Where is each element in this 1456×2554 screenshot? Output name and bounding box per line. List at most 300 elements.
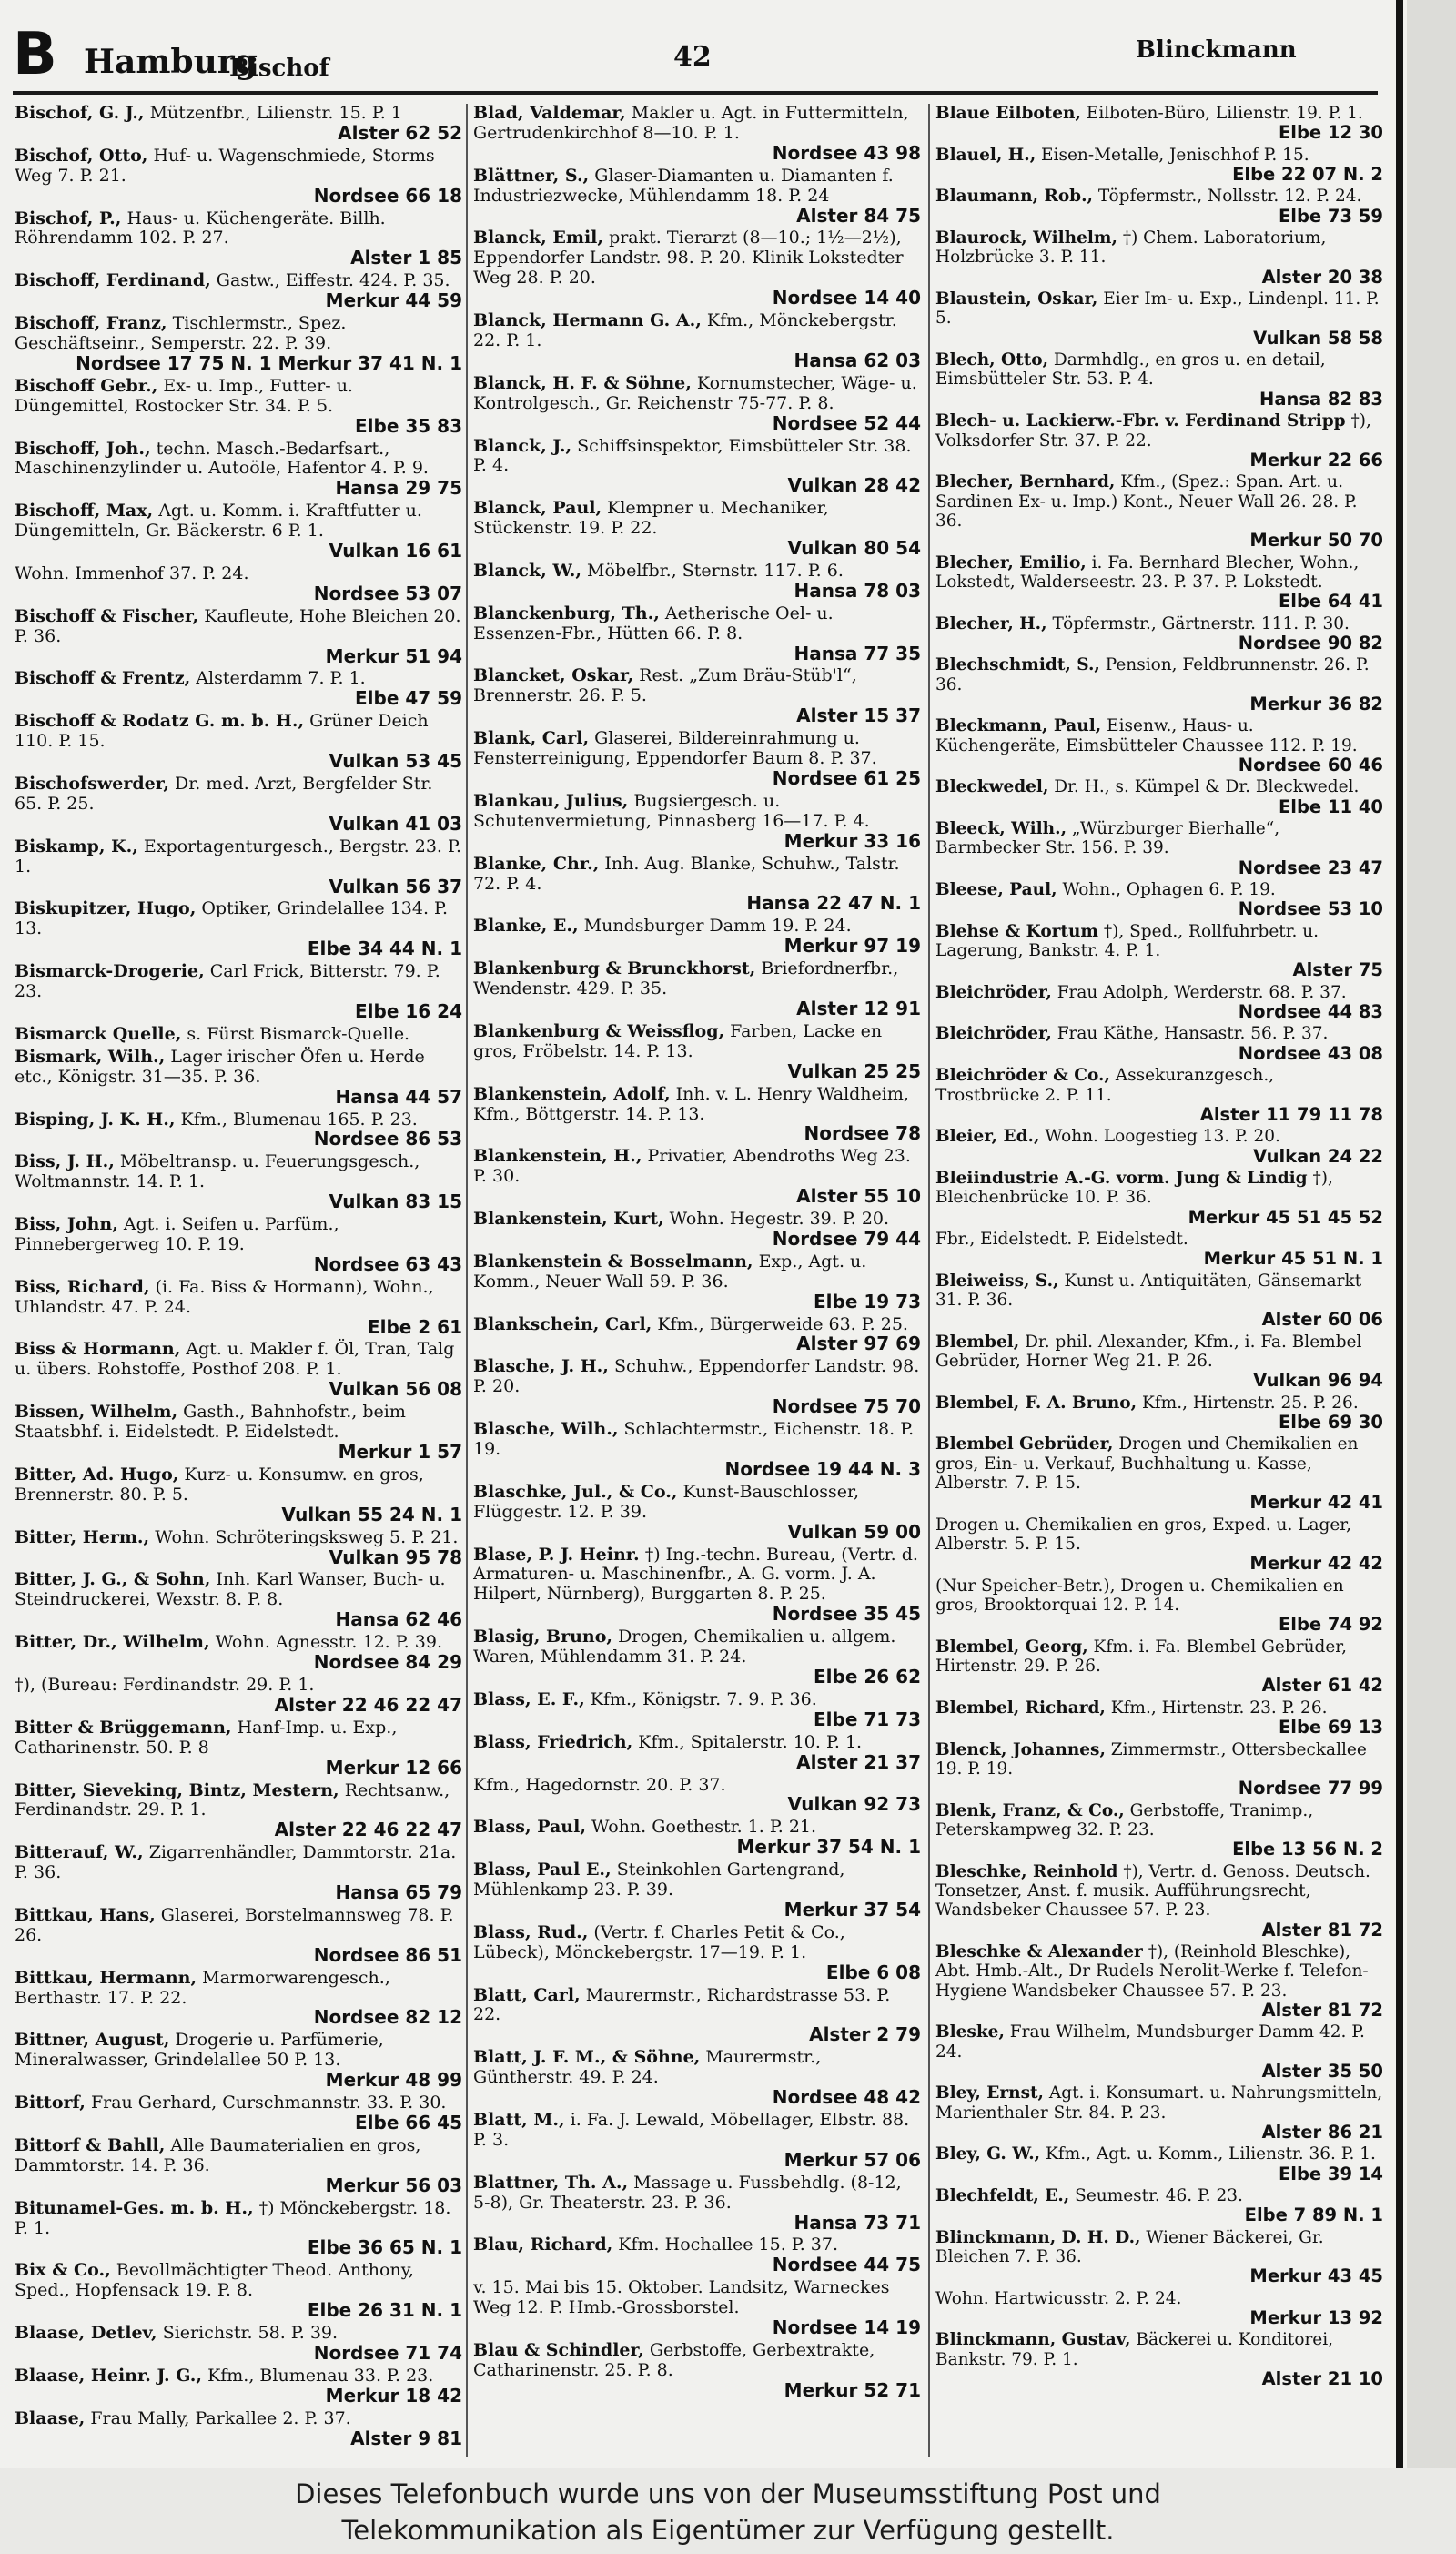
entry-detail: Assekuranzgesch., Trostbrücke 2. P. 11. <box>935 1066 1275 1105</box>
directory-entry <box>935 2083 1383 2142</box>
entry-phone: Alster 11 79 11 78 <box>1199 1103 1383 1125</box>
entry-name: Blatt, J. F. M., & Söhne, <box>473 2047 701 2068</box>
entry-name: Blättner, S., <box>473 165 590 186</box>
entry-name: Biss, J. H., <box>15 1151 115 1172</box>
directory-entry <box>473 1818 921 1858</box>
entry-name: Blankenburg & Brunckhorst, <box>473 958 756 979</box>
entry-name: Blasig, Bruno, <box>473 1627 613 1647</box>
entry-phone: Nordsee 14 40 <box>772 287 921 309</box>
directory-entry <box>935 2144 1383 2184</box>
entry-phone: Alster 60 06 <box>1261 1309 1383 1331</box>
directory-entry <box>15 1570 462 1630</box>
page-number: 42 <box>673 41 712 73</box>
entry-name: Blauel, H., <box>935 145 1036 165</box>
entry-phone: Alster 20 38 <box>1261 266 1383 288</box>
directory-entry <box>473 1147 921 1207</box>
last-entry-word: Blinckmann <box>1136 36 1297 64</box>
directory-entry <box>473 104 921 164</box>
directory-entry <box>473 1483 921 1543</box>
directory-entry <box>15 1048 462 1108</box>
page-binding-edge <box>1396 0 1403 2468</box>
entry-name: Bleiindustrie A.-G. vorm. Jung & Lindig <box>935 1168 1308 1188</box>
entry-phone: Nordsee 86 51 <box>313 1943 462 1966</box>
entry-name: Bitter, J. G., & Sohn, <box>15 1569 211 1590</box>
entry-detail: Kfm. i. Fa. Blembel Gebrüder, Hirtenstr. 29. P. 26. <box>935 1637 1347 1677</box>
directory-entry <box>15 502 462 562</box>
entry-detail: Kfm., Blumenau 33. P. 23. <box>207 2365 434 2386</box>
entry-phone: Elbe 73 59 <box>1278 205 1383 227</box>
directory-entry <box>473 1627 921 1687</box>
entry-name: Bix & Co., <box>15 2260 111 2281</box>
directory-entry <box>15 899 462 959</box>
entry-phone: Vulkan 53 45 <box>329 750 462 773</box>
footer-line-2: Telekommunikation als Eigentümer zur Verfügung gestellt. <box>341 2515 1115 2546</box>
directory-entry <box>15 1025 462 1045</box>
directory-entry <box>935 880 1383 919</box>
entry-detail: †), Vertr. d. Genoss. Deutsch. Tonsetzer, Anst. f. musik. Aufführungsrecht, Wandsbeker Chaussee 57. P. 23. <box>935 1861 1370 1921</box>
entry-detail: i. Fa. Bernhard Blecher, Wohn., Lokstedt, Walderseestr. 23. P. 37. P. Lokstedt. <box>935 552 1360 592</box>
directory-entry <box>935 2022 1383 2081</box>
entry-detail: Kaufleute, Hohe Bleichen 20. P. 36. <box>15 605 461 646</box>
entry-name: Blaumann, Rob., <box>935 187 1093 207</box>
directory-entry <box>935 777 1383 816</box>
entry-phone: Vulkan 28 42 <box>787 474 921 497</box>
entry-phone: Vulkan 25 25 <box>787 1059 921 1082</box>
entry-detail: Zigarrenhändler, Dammtorstr. 21a. P. 36. <box>15 1842 457 1883</box>
entry-detail: Agt. u. Komm. i. Kraftfutter u. Düngemitteln, Gr. Bäckerstr. 6 P. 1. <box>15 501 422 542</box>
directory-entry <box>15 104 462 144</box>
directory-entry <box>15 209 462 269</box>
entry-name: Blinckmann, D. H. D., <box>935 2227 1141 2247</box>
entry-phone: Alster 21 37 <box>796 1750 921 1773</box>
entry-name: Blanck, H. F. & Söhne, <box>473 372 692 393</box>
directory-entry <box>15 1403 462 1463</box>
entry-phone: Merkur 12 66 <box>325 1756 462 1779</box>
entry-name: Bismarck Quelle, <box>15 1023 182 1044</box>
entry-name: Blembel, Georg, <box>935 1637 1088 1657</box>
entry-detail: Fbr., Eidelstedt. P. Eidelstedt. <box>935 1229 1188 1249</box>
entry-phone: Hansa 62 46 <box>335 1608 462 1631</box>
entry-detail: Kfm., Mönckebergstr. 22. P. 1. <box>473 310 897 350</box>
entry-name: Blanck, Paul, <box>473 498 602 519</box>
directory-entry <box>935 411 1383 470</box>
directory-entry <box>935 1024 1383 1063</box>
entry-name: Bischof, G. J., <box>15 104 145 123</box>
directory-entry <box>935 228 1383 287</box>
directory-entry <box>935 553 1383 612</box>
entry-detail: Töpfermstr., Gärtnerstr. 111. P. 30. <box>1052 613 1350 633</box>
entry-name: Blancket, Oskar, <box>473 665 634 686</box>
entry-phone: Vulkan 24 22 <box>1253 1145 1383 1167</box>
directory-entry <box>473 499 921 559</box>
entry-detail: Hanf-Imp. u. Exp., Catharinenstr. 50. P. 8 <box>15 1717 398 1758</box>
entry-phone: Hansa 62 03 <box>794 349 921 371</box>
directory-entry <box>473 1252 921 1312</box>
directory-entry <box>935 655 1383 714</box>
entry-name: Blaustein, Oskar, <box>935 289 1098 309</box>
entry-detail: Gasth., Bahnhofstr., beim Staatsbhf. i. Eidelstedt. P. Eidelstedt. <box>15 1402 406 1443</box>
directory-entry <box>935 1272 1383 1330</box>
entry-name: Blecher, Emilio, <box>935 552 1087 573</box>
directory-entry <box>15 2093 462 2133</box>
entry-name: Blass, Rud., <box>473 1921 589 1942</box>
entry-detail: Drogen, Chemikalien u. allgem. Waren, Mühlendamm 31. P. 24. <box>473 1627 896 1667</box>
entry-detail: Alsterdamm 7. P. 1. <box>196 668 366 689</box>
entry-phone: Nordsee 23 47 <box>1238 856 1383 878</box>
directory-entry <box>935 146 1383 185</box>
directory-entry <box>15 1633 462 1673</box>
entry-detail: Eier Im- u. Exp., Lindenpl. 11. P. 5. <box>935 289 1380 329</box>
entry-name: Blaue Eilboten, <box>935 104 1081 123</box>
entry-name: Blembel, <box>935 1332 1020 1352</box>
directory-entry <box>15 1906 462 1966</box>
entry-detail: Kfm., Blumenau 165. P. 23. <box>180 1109 418 1130</box>
entry-detail: Schlachtermstr., Eichenstr. 18. P. 19. <box>473 1419 915 1459</box>
entry-phone: Merkur 97 19 <box>784 935 921 958</box>
entry-phone: Merkur 52 71 <box>784 2378 921 2401</box>
entry-detail: Aetherische Oel- u. Essenzen-Fbr., Hütten 66. P. 8. <box>473 603 834 644</box>
entry-detail: Maurermstr., Güntherstr. 49. P. 24. <box>473 2047 822 2088</box>
entry-name: Blaase, Heinr. J. G., <box>15 2365 203 2386</box>
entry-phone: Nordsee 63 43 <box>313 1252 462 1275</box>
entry-name: Blasche, J. H., <box>473 1356 609 1377</box>
directory-entry <box>473 1420 921 1480</box>
entry-name: Biskamp, K., <box>15 836 138 856</box>
directory-entry <box>935 1637 1383 1696</box>
entry-detail: Kfm., Bürgerweide 63. P. 25. <box>657 1313 908 1334</box>
entry-detail: Exportagenturgesch., Bergstr. 23. P. 1. <box>15 836 461 877</box>
entry-name: Blanck, J., <box>473 435 572 456</box>
entry-detail: Glaserei, Bildereinrahmung u. Fensterreinigung, Eppendorfer Baum 8. P. 37. <box>473 728 877 769</box>
entry-name: Bischoff, Ferdinand, <box>15 270 211 291</box>
entry-phone: Vulkan 95 78 <box>329 1546 462 1568</box>
directory-entry <box>935 2330 1383 2388</box>
entry-name: Bischoff, Max, <box>15 501 154 522</box>
entry-phone: Vulkan 56 37 <box>329 875 462 897</box>
entry-phone: Alster 9 81 <box>350 2427 462 2449</box>
entry-name: Blass, E. F., <box>473 1688 585 1709</box>
directory-entry <box>935 1740 1383 1799</box>
entry-name: Blenk, Franz, & Co., <box>935 1800 1125 1820</box>
entry-name: Blanck, Hermann G. A., <box>473 310 702 331</box>
directory-entry <box>15 1340 462 1400</box>
entry-detail: Kfm. Hochallee 15. P. 37. <box>618 2235 838 2255</box>
entry-phone: Elbe 47 59 <box>355 687 462 710</box>
entry-phone: Nordsee 75 70 <box>772 1395 921 1418</box>
directory-entry <box>15 1215 462 1275</box>
directory-entry <box>935 1394 1383 1433</box>
directory-entry <box>15 1969 462 2029</box>
entry-phone: Merkur 44 59 <box>325 289 462 312</box>
entry-phone: Alster 84 75 <box>796 204 921 227</box>
entry-name: Blank, Carl, <box>473 728 590 749</box>
entry-detail: Schuhw., Eppendorfer Landstr. 98. P. 20. <box>473 1356 920 1397</box>
directory-entry <box>15 2199 462 2259</box>
entry-detail: †), (Bureau: Ferdinandstr. 29. P. 1. <box>15 1674 315 1695</box>
directory-entry <box>935 1698 1383 1738</box>
entry-phone: Elbe 11 40 <box>1278 796 1383 817</box>
entry-name: Bleschke, Reinhold <box>935 1861 1118 1881</box>
entry-name: Bischoff & Rodatz G. m. b. H., <box>15 711 305 732</box>
directory-entry <box>935 187 1383 226</box>
entry-phone: Merkur 43 45 <box>1249 2265 1383 2287</box>
column-divider <box>466 104 468 2457</box>
entry-name: Blanke, Chr., <box>473 853 600 874</box>
entry-phone: Nordsee 44 75 <box>772 2254 921 2276</box>
entry-name: Bitter & Brüggemann, <box>15 1717 232 1738</box>
directory-entry <box>935 289 1383 348</box>
entry-phone: Hansa 77 35 <box>794 642 921 664</box>
entry-phone: Alster 62 52 <box>338 121 462 144</box>
entry-detail: Massage u. Fussbehdlg. (8-12, 5-8), Gr. Theaterstr. 23. P. 36. <box>473 2172 902 2213</box>
entry-detail: Frau Käthe, Hansastr. 56. P. 37. <box>1057 1024 1329 1044</box>
directory-entry <box>15 1843 462 1903</box>
entry-detail: †) Mönckebergstr. 18. P. 1. <box>15 2197 451 2238</box>
entry-phone: Elbe 69 13 <box>1278 1717 1383 1738</box>
entry-detail: Frau Gerhard, Curschmannstr. 33. P. 30. <box>90 2093 447 2113</box>
entry-phone: Elbe 71 73 <box>814 1708 921 1730</box>
entry-phone: Alster 61 42 <box>1261 1675 1383 1697</box>
entry-name: Blecher, Bernhard, <box>935 472 1116 492</box>
entry-phone: Vulkan 41 03 <box>329 812 462 835</box>
entry-detail: Alle Baumaterialien en gros, Dammtorstr. 14. P. 36. <box>15 2134 421 2175</box>
entry-phone: Vulkan 56 08 <box>329 1378 462 1401</box>
entry-phone: Vulkan 55 24 N. 1 <box>281 1503 462 1525</box>
entry-phone: Hansa 78 03 <box>794 579 921 602</box>
entry-phone: Merkur 45 51 45 52 <box>1188 1206 1383 1228</box>
directory-entry <box>935 2228 1383 2286</box>
entry-phone: Elbe 22 07 N. 2 <box>1232 164 1383 186</box>
entry-detail: Gerbstoffe, Tranimp., Peterskampweg 32. P. 23. <box>935 1800 1314 1839</box>
entry-name: Blass, Paul E., <box>473 1860 612 1880</box>
entry-detail: Klempner u. Mechaniker, Stückenstr. 19. P. 22. <box>473 498 829 539</box>
entry-name: Bischoff & Frentz, <box>15 668 191 689</box>
entry-name: Bley, G. W., <box>935 2144 1041 2164</box>
entry-detail: Agt. i. Seifen u. Parfüm., Pinnebergerweg 10. P. 19. <box>15 1214 339 1254</box>
entry-detail: techn. Masch.-Bedarfsart., Maschinenzylinder u. Autoöle, Hafentor 4. P. 9. <box>15 438 429 479</box>
entry-name: Bleiweiss, S., <box>935 1271 1059 1291</box>
directory-entry <box>935 614 1383 654</box>
entry-name: Bittkau, Hans, <box>15 1904 156 1925</box>
directory-entry <box>15 669 462 709</box>
entry-detail: Agt. i. Konsumart. u. Nahrungsmitteln, Marienthaler Str. 84. P. 23. <box>935 2083 1383 2123</box>
entry-phone: Hansa 82 83 <box>1259 388 1383 410</box>
entry-phone: Alster 75 <box>1292 959 1383 981</box>
entry-detail: Kfm., Königstr. 7. 9. P. 36. <box>590 1688 817 1709</box>
entry-phone: Elbe 26 62 <box>814 1665 921 1687</box>
entry-name: Bleschke & Alexander <box>935 1941 1143 1961</box>
entry-phone: Nordsee 60 46 <box>1238 755 1383 775</box>
entry-phone: Elbe 26 31 N. 1 <box>307 2299 462 2322</box>
directory-entry <box>473 311 921 371</box>
entry-name: Blasche, Wilh., <box>473 1419 619 1440</box>
header-rule <box>13 91 1378 95</box>
entry-phone: Nordsee 79 44 <box>772 1227 921 1250</box>
entry-detail: Sierichstr. 58. P. 39. <box>162 2323 339 2344</box>
entry-detail: (i. Fa. Biss & Hormann), Wohn., Uhlandstr. 47. P. 24. <box>15 1276 434 1317</box>
entry-phone: Merkur 1 57 <box>338 1441 462 1463</box>
entry-detail: Maurermstr., Richardstrasse 53. P. 22. <box>473 1984 891 2025</box>
entry-phone: Nordsee 35 45 <box>772 1603 921 1626</box>
entry-detail: Mundsburger Damm 19. P. 24. <box>583 916 852 937</box>
entry-name: Blech- u. Lackierw.-Fbr. v. Ferdinand Stripp <box>935 411 1346 431</box>
entry-phone: Nordsee 52 44 <box>772 411 921 434</box>
directory-entry <box>15 837 462 897</box>
entry-name: Blanke, E., <box>473 916 579 937</box>
column-divider <box>928 104 930 2457</box>
entry-name: Blau, Richard, <box>473 2235 613 2255</box>
entry-name: Bitter, Sieveking, Bintz, Mestern, <box>15 1779 339 1800</box>
page-header <box>0 0 1392 88</box>
directory-entry <box>473 792 921 852</box>
entry-name: Blattner, Th. A., <box>473 2172 629 2193</box>
entry-detail: Töpfermstr., Nollsstr. 12. P. 24. <box>1097 187 1362 207</box>
directory-entry <box>15 962 462 1022</box>
directory-entry <box>15 712 462 772</box>
entry-phone: Merkur 42 41 <box>1249 1492 1383 1514</box>
entry-name: Blankenburg & Weissflog, <box>473 1020 725 1041</box>
directory-entry <box>473 604 921 664</box>
entry-name: Biss, Richard, <box>15 1276 150 1297</box>
entry-detail: Kfm., (Spez.: Span. Art. u. Sardinen Ex- u. Imp.) Kont., Neuer Wall 26. 28. P. 36. <box>935 472 1358 531</box>
entry-phone: Alster 35 50 <box>1261 2061 1383 2082</box>
entry-name: Blecher, H., <box>935 613 1047 633</box>
entry-phone: Merkur 22 66 <box>1249 449 1383 471</box>
directory-entry <box>15 271 462 311</box>
entry-detail: Bevollmächtigter Theod. Anthony, Sped., Hopfensack 19. P. 8. <box>15 2260 414 2301</box>
entry-name: Bischoff Gebr., <box>15 375 158 396</box>
entry-name: Blankau, Julius, <box>473 790 629 811</box>
entry-phone: Nordsee 82 12 <box>313 2006 462 2029</box>
directory-entry <box>935 1333 1383 1391</box>
entry-detail: Wohn. Agnesstr. 12. P. 39. <box>215 1632 442 1653</box>
directory-entry <box>473 374 921 434</box>
entry-phone: Alster 97 69 <box>796 1333 921 1355</box>
directory-entry <box>15 377 462 437</box>
entry-detail: Steinkohlen Gartengrand, Mühlenkamp 23. P. 39. <box>473 1860 845 1900</box>
directory-entry <box>15 1465 462 1525</box>
entry-detail: †), Volksdorfer Str. 37. P. 22. <box>935 411 1371 451</box>
entry-name: Bittner, August, <box>15 2030 170 2051</box>
directory-entry <box>473 2111 921 2171</box>
entry-detail: Glaserei, Borstelmannsweg 78. P. 26. <box>15 1904 454 1945</box>
entry-detail: Kornumstecher, Wäge- u. Kontrolgesch., Gr. Reichenstr 75-77. P. 8. <box>473 372 917 413</box>
entry-name: Bitterauf, W., <box>15 1842 144 1863</box>
entry-name: Bley, Ernst, <box>935 2083 1044 2103</box>
entry-detail: Huf- u. Wagenschmiede, Storms Weg 7. P. 21. <box>15 145 435 186</box>
directory-entry <box>15 1528 462 1568</box>
entry-name: Bismark, Wilh., <box>15 1046 166 1067</box>
directory-entry <box>15 147 462 207</box>
entry-detail: Gastw., Eiffestr. 424. P. 35. <box>216 270 450 291</box>
entry-detail: „Würzburger Bierhalle“, Barmbecker Str. 156. P. 39. <box>935 819 1280 858</box>
next-page-sliver <box>1407 0 1456 2468</box>
entry-detail: Carl Frick, Bitterstr. 79. P. 23. <box>15 961 440 1002</box>
entry-detail: Rest. „Zum Bräu-Stüb'l“, Brennerstr. 26. P. 5. <box>473 665 857 706</box>
entry-name: Blanckenburg, Th., <box>473 603 660 623</box>
entry-phone: Elbe 16 24 <box>355 999 462 1022</box>
entry-name: Blass, Paul, <box>473 1817 586 1838</box>
entry-phone: Elbe 39 14 <box>1278 2163 1383 2184</box>
entry-phone: Elbe 66 45 <box>355 2112 462 2133</box>
directory-entry <box>473 2341 921 2401</box>
entry-detail: Wohn. Goethestr. 1. P. 21. <box>592 1817 817 1838</box>
directory-entry <box>473 729 921 789</box>
entry-name: Blechfeldt, E., <box>935 2186 1070 2206</box>
directory-entry <box>15 1676 462 1716</box>
entry-name: Bischoff & Fischer, <box>15 605 199 626</box>
entry-phone: Merkur 45 51 N. 1 <box>1203 1248 1383 1270</box>
entry-phone: Hansa 22 47 N. 1 <box>746 892 921 915</box>
entry-detail: Eisenw., Haus- u. Küchengeräte, Eimsbütteler Chaussee 112. P. 19. <box>935 716 1358 755</box>
directory-entry <box>473 1986 921 2046</box>
directory-entry <box>15 1718 462 1779</box>
entry-detail: Wohn. Immenhof 37. P. 24. <box>15 562 249 583</box>
directory-entry <box>15 2261 462 2321</box>
entry-phone: Merkur 33 16 <box>784 829 921 852</box>
directory-entry <box>935 1862 1383 1940</box>
directory-entry <box>473 562 921 602</box>
entry-detail: Drogen u. Chemikalien en gros, Exped. u. Lager, Alberstr. 5. P. 15. <box>935 1515 1351 1555</box>
entry-name: Biss, John, <box>15 1214 118 1235</box>
entry-detail: prakt. Tierarzt (8—10.; 1½—2½), Eppendorfer Landstr. 98. P. 20. Klinik Lokstedter Weg 28. P. 20. <box>473 228 904 289</box>
directory-entry <box>935 1230 1383 1269</box>
entry-name: Bitter, Herm., <box>15 1526 150 1547</box>
city-name: Hamburg <box>84 43 258 81</box>
directory-entry <box>15 2367 462 2407</box>
directory-entry <box>935 1127 1383 1166</box>
entry-phone: Elbe 12 30 <box>1278 122 1383 144</box>
directory-entry <box>935 1066 1383 1124</box>
entry-phone: Nordsee 53 10 <box>1238 898 1383 920</box>
directory-entry <box>15 2324 462 2364</box>
section-letter: B <box>13 21 57 88</box>
entry-detail: Farben, Lacke en gros, Fröbelstr. 14. P. 13. <box>473 1020 883 1061</box>
entry-name: Bitter, Dr., Wilhelm, <box>15 1632 210 1653</box>
directory-entry <box>473 2235 921 2275</box>
column-3 <box>935 104 1383 2457</box>
directory-entry <box>935 983 1383 1022</box>
entry-phone: Nordsee 78 <box>804 1122 921 1145</box>
entry-detail: Agt. u. Makler f. Öl, Tran, Talg u. übers. Rohstoffe, Posthof 208. P. 1. <box>15 1339 455 1380</box>
directory-entry <box>473 1315 921 1355</box>
directory-entry <box>473 855 921 915</box>
entry-phone: Elbe 74 92 <box>1278 1614 1383 1636</box>
directory-entry <box>473 959 921 1019</box>
column-1 <box>15 104 462 2457</box>
entry-name: Blechschmidt, S., <box>935 655 1100 675</box>
entry-phone: Merkur 57 06 <box>784 2148 921 2171</box>
entry-phone: Merkur 37 54 <box>784 1898 921 1921</box>
entry-name: Bischof, Otto, <box>15 145 148 166</box>
footer-note <box>0 2468 1456 2554</box>
directory-entry <box>473 1690 921 1730</box>
entry-name: Blanck, W., <box>473 560 581 581</box>
entry-detail: i. Fa. J. Lewald, Möbellager, Elbstr. 88. P. 3. <box>473 2110 910 2150</box>
entry-name: Blankenstein, H., <box>473 1146 642 1167</box>
entry-name: Blanck, Emil, <box>473 228 604 248</box>
entry-name: Blembel, Richard, <box>935 1698 1106 1718</box>
entry-detail: Marmorwarengesch., Berthastr. 17. P. 22. <box>15 1967 390 2008</box>
entry-phone: Elbe 19 73 <box>814 1290 921 1312</box>
entry-detail: Kfm., Agt. u. Komm., Lilienstr. 36. P. 1. <box>1045 2144 1376 2164</box>
entry-phone: Vulkan 92 73 <box>787 1793 921 1816</box>
entry-phone: Merkur 48 99 <box>325 2069 462 2092</box>
entry-name: Bischofswerder, <box>15 774 169 794</box>
entry-phone: Nordsee 17 75 N. 1 Merkur 37 41 N. 1 <box>76 351 462 374</box>
entry-phone: Alster 21 10 <box>1261 2368 1383 2390</box>
directory-entry <box>473 1860 921 1921</box>
